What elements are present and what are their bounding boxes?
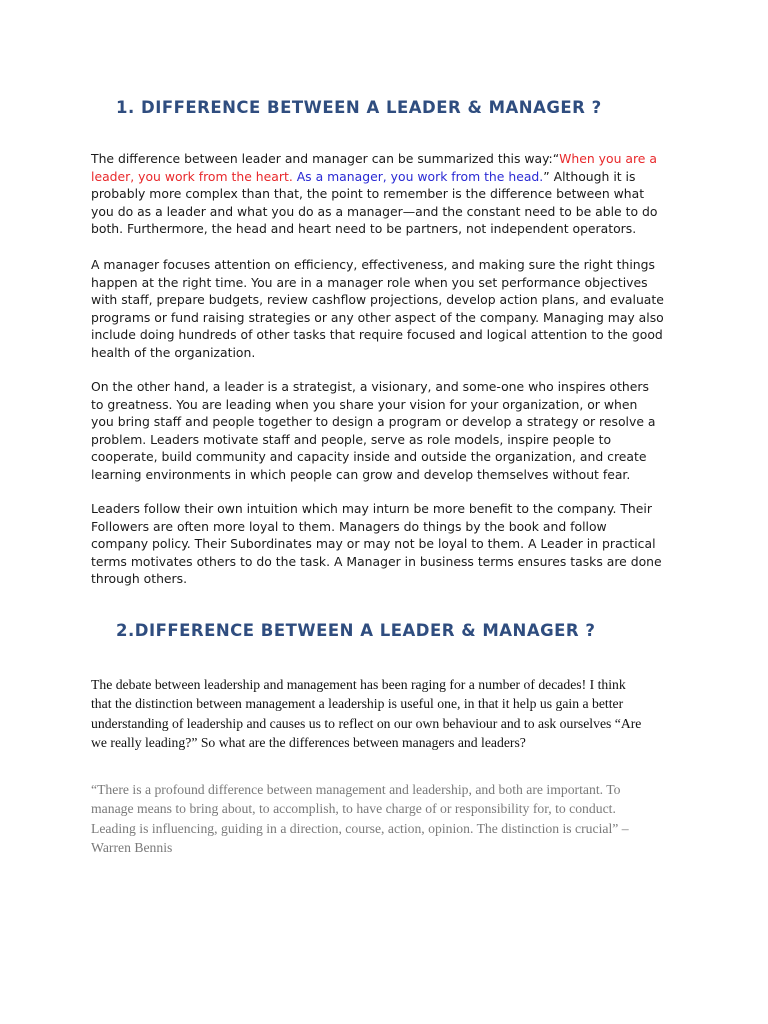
paragraph-line: cooperate, build community and capacity inside and outside the organization, and create (91, 449, 647, 465)
paragraph-line: with staff, prepare budgets, review cashflow projections, develop action plans, and evaluate (91, 292, 664, 308)
paragraph-line: Followers are often more loyal to them. Managers do things by the book and follow (91, 518, 607, 534)
paragraph-line: problem. Leaders motivate staff and people, serve as role models, inspire people to (91, 431, 612, 447)
paragraph-line: to greatness. You are leading when you share your vision for your organization, or when (91, 396, 638, 412)
paragraph-line (91, 168, 681, 186)
paragraph-line: The debate between leadership and management has been raging for a number of decades! I think (91, 677, 626, 692)
section-1-heading: 1. DIFFERENCE BETWEEN A LEADER & MANAGER ? (116, 98, 602, 117)
quote-line: “There is a profound difference between management and leadership, and both are important. To (91, 782, 621, 797)
head-quote-text: As a manager, you work from the head. (292, 168, 544, 184)
section-2-paragraph-1 (91, 675, 691, 753)
paragraph-line: understanding of leadership and causes us to reflect on our own behaviour and to ask ourselves “Are (91, 715, 642, 731)
paragraph-line: company policy. Their Subordinates may or may not be loyal to them. A Leader in practical (91, 536, 656, 552)
section-1-paragraph-1 (91, 150, 681, 238)
paragraph-line: through others. (91, 571, 188, 587)
paragraph-line: learning environments in which people can grow and develop themselves without fear. (91, 466, 631, 482)
section-1-paragraph-4 (91, 500, 681, 588)
paragraph-line: health of the organization. (91, 344, 256, 360)
paragraph-line: that the distinction between management a leadership is useful one, in that it help us gain a better (91, 696, 624, 712)
heart-quote-text: When you are a (559, 151, 657, 166)
paragraph-line: programs or fund raising strategies or any other aspect of the company. Managing may also (91, 309, 664, 325)
paragraph-line: happen at the right time. You are in a manager role when you set performance objectives (91, 274, 648, 290)
paragraph-line: terms motivates others to do the task. A Manager in business terms ensures tasks are done (91, 553, 662, 569)
paragraph-line: include doing hundreds of other tasks that require focused and logical attention to the good (91, 327, 663, 343)
paragraph-line: you bring staff and people together to design a program or develop a strategy or resolve a (91, 414, 656, 430)
bennis-quote (91, 780, 691, 858)
quote-line: manage means to bring about, to accomplish, to have charge of or responsibility for, to conduct. (91, 801, 616, 817)
heart-quote-text: leader, you work from the heart. (91, 168, 293, 184)
paragraph-line: probably more complex than that, the point to remember is the difference between what (91, 186, 645, 202)
quote-line: Leading is influencing, guiding in a direction, course, action, opinion. The distinction is crucial” – (91, 820, 629, 836)
paragraph-line (91, 150, 681, 168)
section-1-paragraph-2 (91, 256, 681, 362)
quote-author: Warren Bennis (91, 840, 173, 856)
paragraph-line: we really leading?” So what are the differences between managers and leaders? (91, 735, 526, 751)
paragraph-line: you do as a leader and what you do as a manager—and the constant need to be able to do (91, 203, 658, 219)
section-2-heading: 2.DIFFERENCE BETWEEN A LEADER & MANAGER ? (116, 621, 596, 640)
text-span: The difference between leader and manager can be summarized this way:“ (91, 151, 560, 166)
text-span: ” Although it is (543, 168, 636, 184)
paragraph-line: A manager focuses attention on efficiency, effectiveness, and making sure the right things (91, 257, 655, 272)
paragraph-line: Leaders follow their own intuition which may inturn be more benefit to the company. Their (91, 501, 652, 516)
paragraph-line: both. Furthermore, the head and heart need to be partners, not independent operators. (91, 221, 637, 237)
paragraph-line: On the other hand, a leader is a strategist, a visionary, and some-one who inspires others (91, 379, 649, 394)
section-1-paragraph-3 (91, 378, 681, 484)
